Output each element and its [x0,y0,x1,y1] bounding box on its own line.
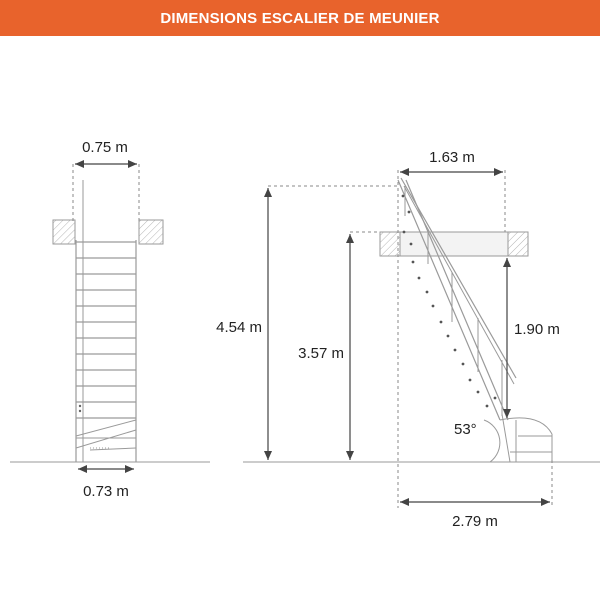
side-balusters [405,186,502,416]
side-floor-height-label: 3.57 m [298,345,344,362]
page-title: DIMENSIONS ESCALIER DE MEUNIER [160,9,440,27]
front-treads [76,242,136,418]
side-handrail-inner [404,186,514,384]
side-angle-label: 53° [454,421,477,438]
side-stringer-front [398,180,500,420]
front-bolts [79,405,81,412]
side-angle-arc [484,420,500,462]
side-slab-left [380,232,400,256]
front-bottom-treads [76,420,136,450]
side-slab-right [508,232,528,256]
side-top-width-label: 1.63 m [429,149,475,166]
side-headroom-label: 1.90 m [514,321,560,338]
front-top-width-label: 0.75 m [82,139,128,156]
side-total-height-label: 4.54 m [216,319,262,336]
side-view [216,149,560,530]
front-bottom-width-label: 0.73 m [83,483,129,500]
front-slab-right [139,220,163,244]
front-view [53,139,163,500]
side-bottom-winder [500,414,552,462]
side-stringer-back [406,180,508,420]
side-bottom-length-label: 2.79 m [452,513,498,530]
front-slab-left [53,220,75,244]
side-slab-main [400,232,508,256]
